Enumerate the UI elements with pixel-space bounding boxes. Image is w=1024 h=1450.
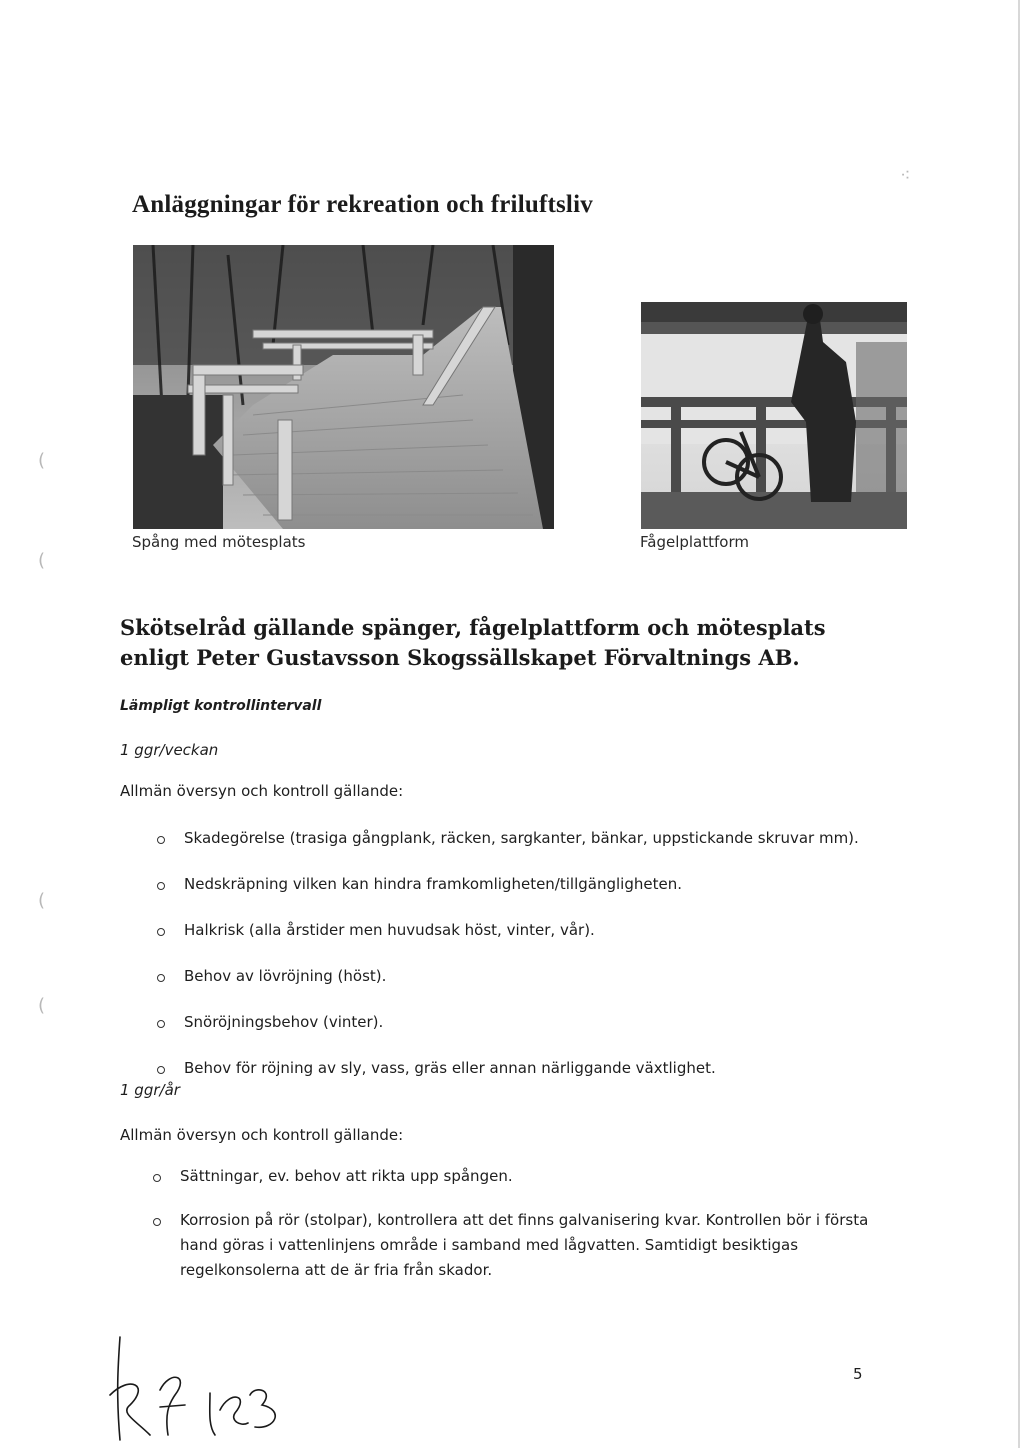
boardwalk-photo: [133, 245, 554, 529]
list-item-text: Korrosion på rör (stolpar), kontrollera att det finns galvanisering kvar. Kontrollen bör i första hand göras i vattenlinjens område i samband med lågvatten. Samtidigt besiktigas regelkonsolerna att de är fria från skador.: [180, 1211, 869, 1279]
list-item-text: Snöröjningsbehov (vinter).: [184, 1013, 384, 1031]
list-item-text: Sättningar, ev. behov att rikta upp spången.: [180, 1167, 513, 1185]
bullet-icon: [157, 1066, 165, 1074]
frequency-weekly: 1 ggr/veckan: [120, 741, 219, 759]
scan-speck-mark: (: [38, 890, 46, 911]
bullet-icon: [157, 1020, 165, 1028]
bullet-icon: [157, 928, 165, 936]
bullet-icon: [157, 836, 165, 844]
page-heading: Anläggningar för rekreation och friluftsliv: [132, 191, 593, 218]
bullet-icon: [153, 1218, 161, 1226]
photo-caption: Fågelplattform: [640, 533, 749, 551]
list-item-text: Behov för röjning av sly, vass, gräs eller annan närliggande växtlighet.: [184, 1059, 716, 1077]
handwritten-signature: [90, 1335, 310, 1450]
list-item-text: Nedskräpning vilken kan hindra framkomligheten/tillgängligheten.: [184, 875, 682, 893]
bird-platform-photo: [641, 302, 907, 529]
page-edge: [1018, 0, 1020, 1448]
page-number: 5: [853, 1365, 863, 1383]
interval-label: Lämpligt kontrollintervall: [120, 698, 322, 714]
weekly-intro: Allmän översyn och kontroll gällande:: [120, 782, 404, 800]
section-subheading: Skötselråd gällande spänger, fågelplattform och mötesplats enligt Peter Gustavsson Skogssällskapet Förvaltnings AB.: [120, 615, 826, 670]
list-item: [184, 964, 859, 1010]
list-item: [184, 918, 859, 964]
bullet-icon: [157, 882, 165, 890]
bullet-icon: [153, 1174, 161, 1182]
yearly-checklist: [180, 1164, 900, 1302]
photo-caption: Spång med mötesplats: [132, 533, 306, 551]
list-item: [184, 1010, 859, 1056]
scan-speck-mark: ⁖: [900, 165, 911, 186]
list-item: [180, 1208, 900, 1283]
list-item: [184, 1056, 859, 1102]
list-item-text: Halkrisk (alla årstider men huvudsak höst, vinter, vår).: [184, 921, 595, 939]
yearly-intro: Allmän översyn och kontroll gällande:: [120, 1126, 404, 1144]
list-item: [184, 826, 859, 872]
weekly-checklist: [184, 826, 859, 1102]
list-item-text: Behov av lövröjning (höst).: [184, 967, 387, 985]
scan-speck-mark: (: [38, 450, 46, 471]
frequency-yearly: 1 ggr/år: [120, 1081, 180, 1099]
bullet-icon: [157, 974, 165, 982]
list-item: [180, 1164, 900, 1189]
scan-speck-mark: (: [38, 550, 46, 571]
list-item: [184, 872, 859, 918]
list-item-text: Skadegörelse (trasiga gångplank, räcken, sargkanter, bänkar, uppstickande skruvar mm).: [184, 829, 859, 847]
scan-speck-mark: (: [38, 995, 46, 1016]
